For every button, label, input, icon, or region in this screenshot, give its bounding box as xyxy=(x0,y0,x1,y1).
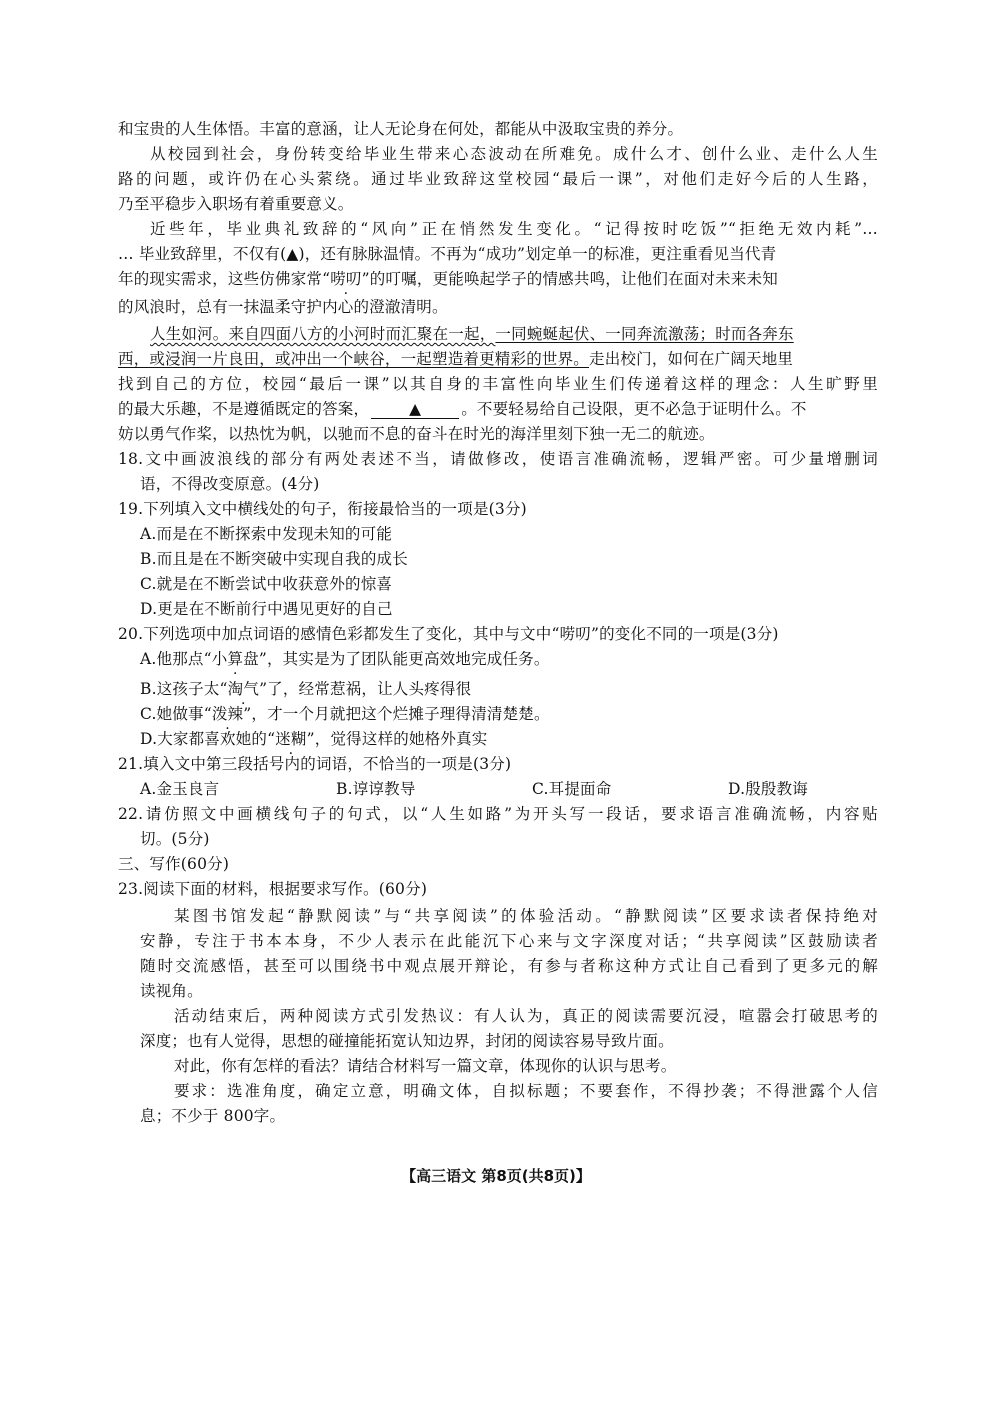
passage-paragraph-3-line-1: 近些年，毕业典礼致辞的“风向”正在悄然发生变化。“记得按时吃饭”“拒绝无效内耗”… xyxy=(150,220,878,238)
q20-a-prefix: A.他那点“ xyxy=(140,650,212,668)
material-1-line-1: 某图书馆发起“静默阅读”与“共享阅读”的体验活动。“静默阅读”区要求读者保持绝对 xyxy=(174,907,878,925)
q20-option-d xyxy=(140,728,487,750)
passage-paragraph-4-line-2 xyxy=(118,348,878,370)
q20-a-dotted-word: 小算盘 xyxy=(211,650,259,668)
q19-option-b: B.而且是在不断突破中实现自我的成长 xyxy=(140,550,408,568)
q20-option-b xyxy=(140,678,471,700)
question-22-line-2: 切。(5分) xyxy=(140,830,210,848)
p3-line2-end: )，还有脉脉温情。不再为“成功”划定单一的标准，更注重看见当代青 xyxy=(298,245,777,263)
q20-a-suffix: ”，其实是为了团队能更高效地完成任务。 xyxy=(258,650,550,668)
q19-option-c: C.就是在不断尝试中收获意外的惊喜 xyxy=(140,575,393,593)
q20-c-prefix: C.她做事“ xyxy=(140,705,212,723)
q20-d-suffix: ”，觉得这样的她格外真实 xyxy=(306,730,488,748)
passage-paragraph-2-line-2: 路的问题，或许仍在心头萦绕。通过毕业致辞这堂校园“最后一课”，对他们走好今后的人生路， xyxy=(118,170,878,188)
passage-paragraph-3-line-2 xyxy=(118,243,878,265)
p3-line3-end: ”的叮嘱，更能唤起学子的情感共鸣，让他们在面对未来未知 xyxy=(361,270,778,288)
p4-line2-rest: 走出校门，如何在广阔天地里 xyxy=(589,350,794,368)
q20-c-dotted-word: 泼辣 xyxy=(211,705,244,723)
question-18-line-2: 语，不得改变原意。(4分) xyxy=(140,475,320,493)
question-22-line-1: 22.请仿照文中画横线句子的句式，以“人生如路”为开头写一段话，要求语言准确流畅，内容贴 xyxy=(118,805,878,823)
q21-options-row xyxy=(140,778,924,800)
question-23-stem: 23.阅读下面的材料，根据要求写作。(60分) xyxy=(118,880,428,898)
passage-paragraph-4-line-5: 妨以勇气作桨，以热忱为帆，以驰而不息的奋斗在时光的海洋里刻下独一无二的航迹。 xyxy=(118,425,715,443)
p3-line3-start: 年的现实需求，这些仿佛家常“ xyxy=(118,270,331,288)
passage-paragraph-3-line-3 xyxy=(118,268,878,290)
q20-option-a xyxy=(140,648,550,670)
q20-b-dotted-word: 淘气 xyxy=(227,680,260,698)
question-19-stem: 19.下列填入文中横线处的句子，衔接最恰当的一项是(3分) xyxy=(118,500,527,518)
dotted-word-laodao: 唠叨 xyxy=(330,270,362,288)
page-footer: 【高三语文 第8页(共8页)】 xyxy=(401,1167,591,1185)
prompt-line: 对此，你有怎样的看法？请结合材料写一篇文章，体现你的认识与思考。 xyxy=(174,1057,677,1075)
material-2-line-2: 深度；也有人觉得，思想的碰撞能拓宽认知边界，封闭的阅读容易导致片面。 xyxy=(140,1032,674,1050)
q20-d-prefix: D.大家都喜欢她的“ xyxy=(140,730,276,748)
q21-option-d: D.殷殷教诲 xyxy=(728,780,809,798)
q20-d-dotted-word: 迷糊 xyxy=(275,730,307,748)
material-2-line-1: 活动结束后，两种阅读方式引发热议：有人认为，真正的阅读需要沉浸，喧嚣会打破思考的 xyxy=(174,1007,878,1025)
underlined-text-part-1: 一同蜿蜒起伏、一同奔流激荡；时而各奔东 xyxy=(495,325,794,343)
passage-paragraph-2-line-1: 从校园到社会，身份转变给毕业生带来心态波动在所难免。成什么才、创什么业、走什么人生 xyxy=(150,145,878,163)
underlined-text-part-2: 西，或浸润一片良田，或冲出一个峡谷，一起塑造着更精彩的世界。 xyxy=(118,350,590,368)
p4-line4-end: 。不要轻易给自己设限，更不必急于证明什么。不 xyxy=(461,400,807,418)
q19-option-d: D.更是在不断前行中遇见更好的自己 xyxy=(140,600,393,618)
q20-b-prefix: B.这孩子太“ xyxy=(140,680,228,698)
answer-blank-line: ▲ xyxy=(371,400,459,419)
question-21-stem: 21.填入文中第三段括号内的词语，不恰当的一项是(3分) xyxy=(118,755,512,773)
q21-option-a: A.金玉良言 xyxy=(140,780,220,798)
q20-option-c xyxy=(140,703,550,725)
requirements-line-1: 要求：选准角度，确定立意，明确文体，自拟标题；不要套作，不得抄袭；不得泄露个人信 xyxy=(174,1082,878,1100)
passage-paragraph-3-line-4: 的风浪时，总有一抹温柔守护内心的澄澈清明。 xyxy=(118,298,448,316)
passage-prev-paragraph-end: 和宝贵的人生体悟。丰富的意涵，让人无论身在何处，都能从中汲取宝贵的养分。 xyxy=(118,120,684,138)
bracket-blank-triangle: ▲ xyxy=(286,245,299,263)
q21-option-c: C.耳提面命 xyxy=(532,780,612,798)
q20-c-suffix: ”，才一个月就把这个烂摊子理得清清楚楚。 xyxy=(243,705,550,723)
p3-line2-start: … 毕业致辞里，不仅有( xyxy=(118,245,287,263)
q20-b-suffix: ”了，经常惹祸，让人头疼得很 xyxy=(259,680,472,698)
requirements-line-2: 息；不少于 800字。 xyxy=(140,1107,286,1125)
material-1-line-3: 随时交流感悟，甚至可以围绕书中观点展开辩论，有参与者称这种方式让自己看到了更多元的解 xyxy=(140,957,878,975)
material-1-line-2: 安静，专注于书本本身，不少人表示在此能沉下心来与文字深度对话；“共享阅读”区鼓励读者 xyxy=(140,932,878,950)
passage-paragraph-4-line-3: 找到自己的方位，校园“最后一课”以其自身的丰富性向毕业生们传递着这样的理念：人生旷野里 xyxy=(118,375,878,393)
passage-paragraph-4-line-1 xyxy=(150,323,878,345)
q21-option-b: B.谆谆教导 xyxy=(336,780,416,798)
section-title-writing: 三、写作(60分) xyxy=(118,855,230,873)
passage-paragraph-4-line-4 xyxy=(118,398,878,420)
q19-option-a: A.而是在不断探索中发现未知的可能 xyxy=(140,525,393,543)
wavy-underlined-text: 人生如河。来自四面八方的小河时而汇聚在一起， xyxy=(150,325,496,343)
question-18-line-1: 18.文中画波浪线的部分有两处表述不当，请做修改，使语言准确流畅，逻辑严密。可少量增删词 xyxy=(118,450,878,468)
material-1-line-4: 读视角。 xyxy=(140,982,203,1000)
question-20-stem: 20.下列选项中加点词语的感情色彩都发生了变化，其中与文中“唠叨”的变化不同的一项是(3分) xyxy=(118,625,779,643)
p4-line4-start: 的最大乐趣，不是遵循既定的答案， xyxy=(118,400,370,418)
passage-paragraph-2-line-3: 乃至平稳步入职场有着重要意义。 xyxy=(118,195,354,213)
